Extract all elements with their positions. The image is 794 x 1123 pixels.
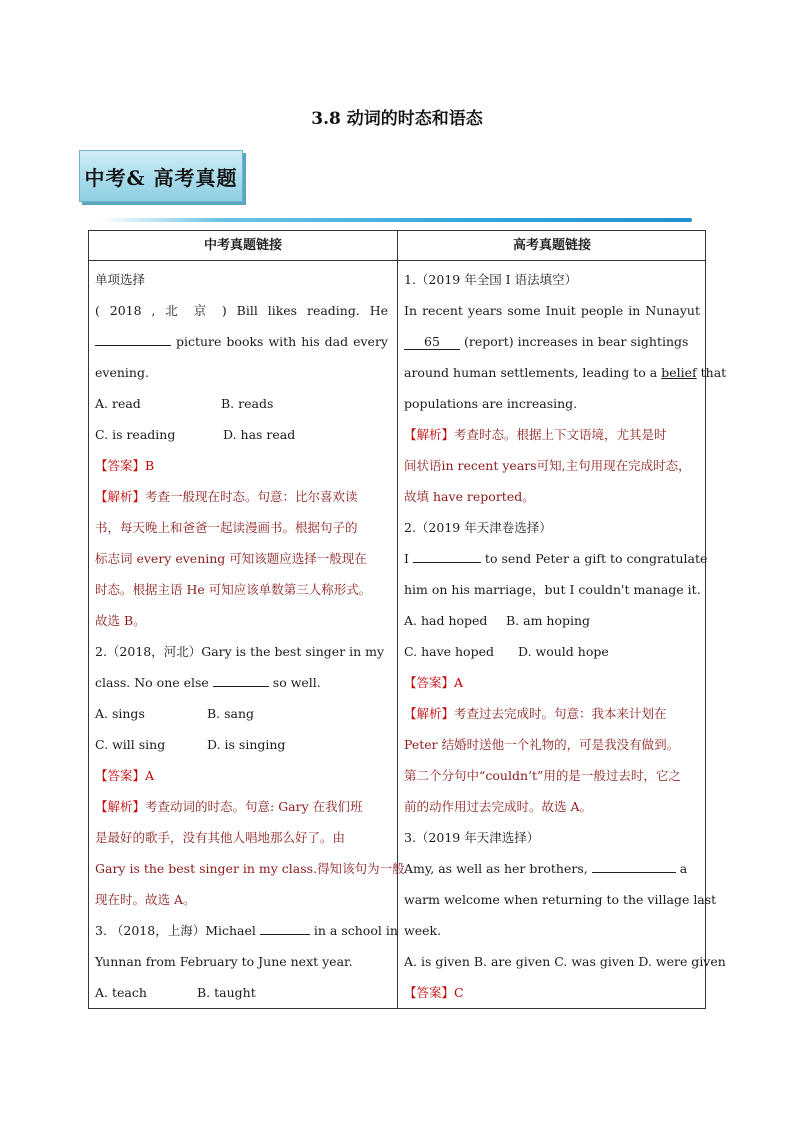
question-text: week. (404, 923, 442, 938)
analysis-text: 故填 (404, 489, 430, 504)
option-row: A. is given B. are given C. was given D. were given (404, 954, 726, 969)
option-row (404, 605, 700, 636)
analysis-text: Peter 结婚时送他一个礼物的，可是我没有做到。 (404, 737, 680, 752)
analysis-line (404, 450, 700, 481)
option-a: A. read (95, 396, 141, 411)
analysis-text: 考查时态。根据上下文语境，尤其是时 (454, 427, 667, 442)
question-text: In recent years some Inuit people in Nunayut (404, 303, 700, 318)
analysis-text: 考查一般现在时态。句意：比尔喜欢读 (145, 489, 358, 504)
option-b: B. taught (197, 985, 256, 1000)
question-text: warm welcome when returning to the village last (404, 892, 717, 907)
option-d: D. would hope (518, 644, 609, 659)
question-text: him on his marriage，but I couldn't manage it. (404, 582, 701, 597)
column-divider (397, 231, 398, 1008)
question-heading: 1.（2019 年全国 I 语法填空） (404, 272, 578, 287)
analysis-text: 标志词 every evening 可知该题应选择一般现在 (95, 551, 367, 566)
analysis-text-en: in recent years (441, 458, 537, 473)
analysis-text: 现在时。故选 A。 (95, 892, 196, 907)
analysis-text-en: have reported (433, 489, 523, 504)
answer-blank (260, 919, 310, 935)
question-heading: 3.（2019 年天津选择） (404, 830, 540, 845)
left-column-header: 中考真题链接 (203, 238, 282, 253)
exam-table (88, 230, 727, 1009)
analysis-text: 故选 B。 (95, 613, 146, 628)
option-a: A. sings (95, 706, 145, 721)
analysis-line (95, 481, 388, 512)
option-b: B. am hoping (506, 613, 591, 628)
analysis-text: 是最好的歌手，没有其他人唱地那么好了。由 (95, 830, 346, 845)
analysis-text: 第二个分句中“couldn’t”用的是一般过去时，它之 (404, 768, 681, 783)
question-text-fragment: to send Peter a gift to congratulate (484, 551, 708, 566)
analysis-label: 【解析】 (95, 799, 146, 814)
question-text-fragment: (report) increases in bear sightings (463, 334, 689, 349)
banner-divider (100, 218, 692, 222)
gaokao-column (404, 262, 727, 1008)
option-row (404, 636, 700, 667)
option-c: C. have hoped (404, 644, 494, 659)
option-row (95, 977, 388, 1008)
option-row (95, 388, 388, 419)
question-text-fragment: picture books with his dad every (175, 334, 388, 349)
analysis-text: 前的动作用过去完成时。故选 A。 (404, 799, 593, 814)
answer-blank (213, 671, 269, 687)
question-text-fragment: in a school in (313, 923, 398, 938)
question-text: populations are increasing. (404, 396, 578, 411)
option-c: C. is reading (95, 427, 176, 442)
question-heading: 2.（2019 年天津卷选择） (404, 520, 552, 535)
option-a: A. teach (95, 985, 147, 1000)
analysis-text: 时态。根据主语 He 可知应该单数第三人称形式。 (95, 582, 372, 597)
option-d: D. is singing (207, 737, 286, 752)
question-text: 2.（2018，河北）Gary is the best singer in my (95, 644, 385, 659)
answer-label: 【答案】C (404, 985, 464, 1000)
question-text-fragment: class. No one else (95, 675, 209, 690)
question-text (404, 543, 708, 574)
filled-blank: 65 (404, 334, 460, 350)
question-text (95, 667, 388, 698)
analysis-text: 。 (522, 489, 535, 504)
analysis-label: 【解析】 (95, 489, 146, 504)
analysis-text: 考查过去完成时。句意：我本来计划在 (454, 706, 667, 721)
option-row (95, 698, 388, 729)
question-text: evening. (95, 365, 149, 380)
answer-label: 【答案】A (404, 675, 464, 690)
option-d: D. has read (223, 427, 296, 442)
analysis-text: 间状语 (404, 458, 442, 473)
option-row (95, 729, 388, 760)
question-text (404, 357, 727, 388)
underlined-word: belief (661, 365, 697, 380)
analysis-text: 得知该句为一般 (317, 861, 405, 876)
zhongkao-column (95, 262, 405, 1008)
analysis-line (404, 419, 700, 450)
answer-blank (95, 330, 171, 346)
answer-label: 【答案】B (95, 458, 155, 473)
page-title: 3.8 动词的时态和语态 (311, 109, 483, 129)
answer-blank (592, 857, 676, 873)
option-b: B. sang (207, 706, 255, 721)
question-text: Yunnan from February to June next year. (95, 954, 353, 969)
question-text-fragment: I (404, 551, 409, 566)
question-text (95, 915, 398, 946)
analysis-text-en: Gary is the best singer in my class. (95, 861, 318, 876)
question-text-fragment: 3. （2018，上海）Michael (95, 923, 256, 938)
question-text-fragment: Amy, as well as her brothers, (404, 861, 588, 876)
question-text-fragment: that (700, 365, 727, 380)
analysis-line (95, 791, 388, 822)
option-a: A. had hoped (404, 613, 488, 628)
option-b: B. reads (221, 396, 274, 411)
question-text-fragment: a (679, 861, 688, 876)
analysis-text: 考查动词的时态。句意: Gary 在我们班 (145, 799, 363, 814)
analysis-label: 【解析】 (404, 706, 455, 721)
analysis-text: 书，每天晚上和爸爸一起读漫画书。根据句子的 (95, 520, 358, 535)
section-banner: 中考& 高考真题 (79, 150, 243, 202)
analysis-text: 可知,主句用现在完成时态， (536, 458, 691, 473)
analysis-line (95, 853, 405, 884)
right-column-header: 高考真题链接 (512, 238, 591, 253)
analysis-line (404, 698, 700, 729)
option-row (95, 419, 388, 450)
answer-blank (413, 547, 481, 563)
answer-label: 【答案】A (95, 768, 155, 783)
question-text: ( 2018 , 北 京 ) Bill likes reading. He (95, 303, 388, 318)
question-text (404, 326, 700, 357)
question-text (404, 853, 700, 884)
question-text (95, 326, 388, 357)
analysis-label: 【解析】 (404, 427, 455, 442)
question-text-fragment: so well. (272, 675, 321, 690)
section-label: 单项选择 (95, 272, 146, 287)
analysis-line (404, 481, 700, 512)
option-c: C. will sing (95, 737, 166, 752)
question-text-fragment: around human settlements, leading to a (404, 365, 658, 380)
